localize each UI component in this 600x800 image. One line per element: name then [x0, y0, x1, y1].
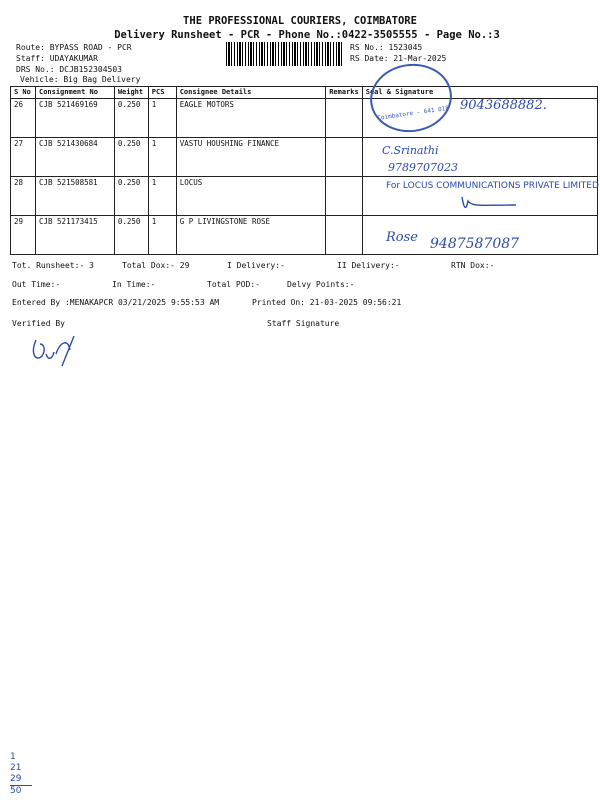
- staff-signature-label: Staff Signature: [267, 319, 340, 328]
- printed-on: Printed On: 21-03-2025 09:56:21: [252, 298, 402, 307]
- out-time: Out Time:-: [12, 280, 61, 289]
- cell-consignment: CJB 521430684: [35, 138, 114, 177]
- handwritten-name-2: C.Srinathi: [382, 144, 439, 157]
- cell-sno: 29: [11, 216, 36, 255]
- cell-sno: 26: [11, 99, 36, 138]
- in-time: In Time:-: [112, 280, 156, 289]
- rs-date: RS Date: 21-Mar-2025: [350, 54, 447, 63]
- cell-consignment: CJB 521469169: [35, 99, 114, 138]
- margin-note: 50: [10, 785, 32, 797]
- signature-scribble-3: [460, 193, 520, 213]
- cell-sno: 27: [11, 138, 36, 177]
- ii-delivery: II Delivery:-: [337, 261, 400, 270]
- staff-info: Staff: UDAYAKUMAR: [16, 54, 98, 63]
- total-runsheet: Tot. Runsheet:- 3: [12, 261, 94, 270]
- handwritten-phone-4: 9487587087: [430, 236, 520, 252]
- verified-by-label: Verified By: [12, 319, 65, 328]
- cell-remarks: [326, 216, 363, 255]
- cell-remarks: [326, 138, 363, 177]
- cell-pcs: 1: [148, 138, 176, 177]
- col-weight: Weight: [114, 87, 148, 99]
- total-dox: Total Dox:- 29: [122, 261, 190, 270]
- cell-sno: 28: [11, 177, 36, 216]
- runsheet-heading: Delivery Runsheet - PCR - Phone No.:0422-3505555 - Page No.:3: [114, 29, 500, 41]
- company-stamp-3: For LOCUS COMMUNICATIONS PRIVATE LIMITED: [386, 181, 599, 191]
- col-consignee: Consignee Details: [176, 87, 326, 99]
- route-info: Route: BYPASS ROAD - PCR: [16, 43, 132, 52]
- cell-pcs: 1: [148, 177, 176, 216]
- cell-weight: 0.250: [114, 177, 148, 216]
- verifier-signature: [28, 330, 88, 370]
- rtn-dox: RTN Dox:-: [451, 261, 495, 270]
- cell-consignee: G P LIVINGSTONE ROSE: [176, 216, 326, 255]
- handwritten-phone-2: 9789707023: [388, 161, 458, 174]
- rs-number: RS No.: 1523045: [350, 43, 423, 52]
- cell-weight: 0.250: [114, 138, 148, 177]
- cell-pcs: 1: [148, 216, 176, 255]
- cell-consignment: CJB 521508581: [35, 177, 114, 216]
- vehicle-info: Vehicle: Big Bag Delivery: [20, 75, 141, 84]
- col-consignment: Consignment No: [35, 87, 114, 99]
- margin-note: 1: [10, 752, 16, 762]
- margin-note: 21: [10, 763, 22, 773]
- cell-consignee: EAGLE MOTORS: [176, 99, 326, 138]
- cell-consignment: CJB 521173415: [35, 216, 114, 255]
- i-delivery: I Delivery:-: [227, 261, 285, 270]
- cell-consignee: LOCUS: [176, 177, 326, 216]
- cell-weight: 0.250: [114, 216, 148, 255]
- table-row: [11, 138, 598, 177]
- stamp-city: Coimbatore - 641 018: [376, 104, 450, 122]
- margin-note: 29: [10, 774, 22, 784]
- margin-notes: [10, 752, 32, 797]
- company-title: THE PROFESSIONAL COURIERS, COIMBATORE: [183, 15, 417, 27]
- cell-remarks: [326, 177, 363, 216]
- handwritten-phone-1: 9043688882.: [460, 98, 547, 113]
- table-header-row: [11, 87, 598, 99]
- handwritten-name-4: Rose: [386, 230, 418, 245]
- col-signature: Seal & Signature: [362, 87, 597, 99]
- drs-number: DRS No.: DCJB152304503: [16, 65, 122, 74]
- cell-weight: 0.250: [114, 99, 148, 138]
- col-sno: S No: [11, 87, 36, 99]
- cell-consignee: VASTU HOUSHING FINANCE: [176, 138, 326, 177]
- total-pod: Total POD:-: [207, 280, 260, 289]
- cell-remarks: [326, 99, 363, 138]
- col-pcs: PCS: [148, 87, 176, 99]
- cell-pcs: 1: [148, 99, 176, 138]
- entered-by: Entered By :MENAKAPCR 03/21/2025 9:55:53 AM: [12, 298, 220, 307]
- col-remarks: Remarks: [326, 87, 363, 99]
- barcode: [226, 42, 343, 66]
- delivery-points: Delvy Points:-: [287, 280, 355, 289]
